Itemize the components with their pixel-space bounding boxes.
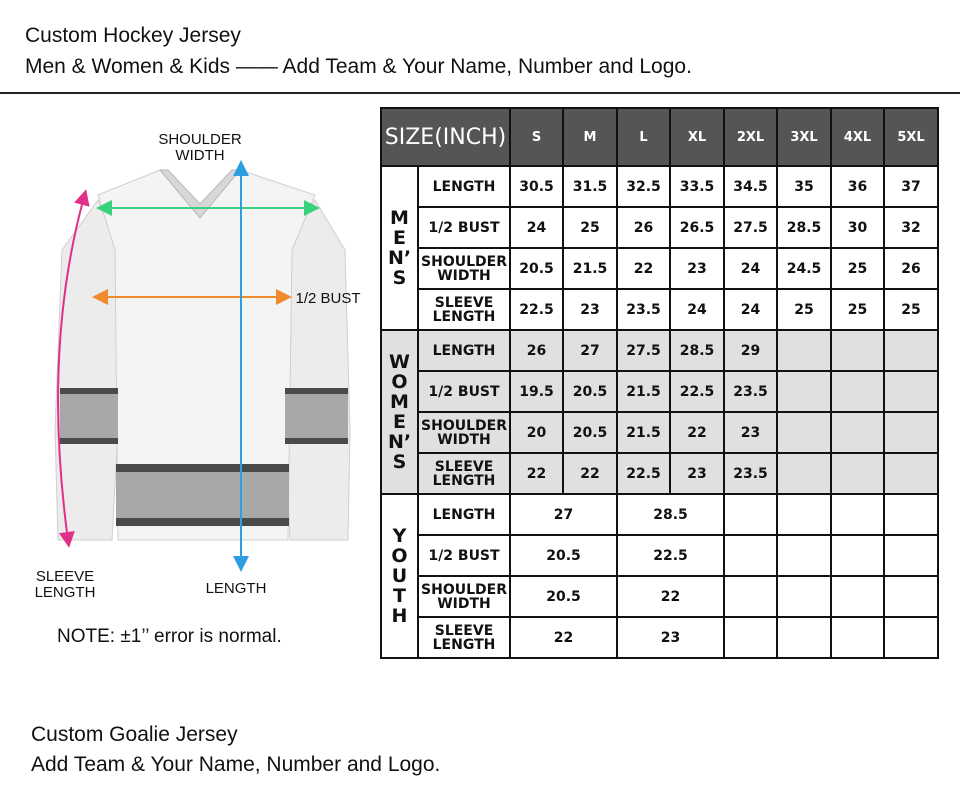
table-cell: 22.5 (617, 535, 724, 576)
table-cell: 20.5 (563, 412, 617, 453)
table-cell: 25 (884, 289, 938, 330)
size-header: S (510, 108, 563, 166)
table-cell: 22 (510, 453, 563, 494)
table-cell (777, 617, 831, 658)
table-cell: 21.5 (617, 371, 670, 412)
page-header (25, 20, 692, 82)
table-cell (831, 617, 884, 658)
row-label: 1/2 BUST (418, 535, 510, 576)
table-cell: 26 (510, 330, 563, 371)
jersey-diagram (0, 100, 375, 680)
table-cell (724, 576, 777, 617)
table-cell: 24 (670, 289, 724, 330)
table-cell (724, 617, 777, 658)
table-cell: 28.5 (670, 330, 724, 371)
table-cell: 33.5 (670, 166, 724, 207)
table-cell: 23 (563, 289, 617, 330)
size-chart-table (380, 107, 939, 659)
half-bust-label: 1/2 BUST (295, 290, 361, 307)
size-header: 2XL (724, 108, 777, 166)
row-label: SHOULDER WIDTH (418, 412, 510, 453)
table-cell: 27.5 (617, 330, 670, 371)
table-cell: 24 (510, 207, 563, 248)
table-cell: 20.5 (510, 248, 563, 289)
table-cell: 25 (831, 289, 884, 330)
table-cell: 23 (724, 412, 777, 453)
table-cell (831, 330, 884, 371)
table-cell (777, 453, 831, 494)
table-cell: 31.5 (563, 166, 617, 207)
table-cell: 32 (884, 207, 938, 248)
table-cell: 23.5 (724, 371, 777, 412)
table-cell: 30 (831, 207, 884, 248)
size-note: NOTE: ±1’’ error is normal. (57, 626, 282, 647)
table-row (381, 617, 938, 658)
table-cell (831, 412, 884, 453)
table-cell (884, 453, 938, 494)
table-cell: 32.5 (617, 166, 670, 207)
row-label: SHOULDER WIDTH (418, 576, 510, 617)
table-cell: 25 (831, 248, 884, 289)
table-cell: 27 (510, 494, 617, 535)
table-cell: 30.5 (510, 166, 563, 207)
table-cell (831, 576, 884, 617)
table-cell (777, 494, 831, 535)
table-cell: 27.5 (724, 207, 777, 248)
table-cell (831, 535, 884, 576)
table-cell (724, 494, 777, 535)
table-cell: 29 (724, 330, 777, 371)
table-cell: 25 (563, 207, 617, 248)
footer-title: Custom Goalie Jersey (31, 723, 238, 746)
table-cell (884, 371, 938, 412)
row-label: SLEEVE LENGTH (418, 617, 510, 658)
size-header: XL (670, 108, 724, 166)
size-header: M (563, 108, 617, 166)
table-row (381, 330, 938, 371)
table-cell: 28.5 (777, 207, 831, 248)
table-cell: 20.5 (510, 535, 617, 576)
table-cell: 22 (510, 617, 617, 658)
table-cell: 27 (563, 330, 617, 371)
table-cell: 22.5 (510, 289, 563, 330)
table-cell: 36 (831, 166, 884, 207)
row-label: 1/2 BUST (418, 207, 510, 248)
row-label: SLEEVE LENGTH (418, 289, 510, 330)
table-cell: 37 (884, 166, 938, 207)
table-cell: 23 (617, 617, 724, 658)
table-cell: 23.5 (617, 289, 670, 330)
table-cell: 20.5 (563, 371, 617, 412)
size-header-corner: SIZE(INCH) (381, 108, 510, 166)
table-row (381, 453, 938, 494)
right-sleeve (285, 200, 350, 540)
page-footer (31, 720, 440, 780)
size-header: L (617, 108, 670, 166)
table-row (381, 494, 938, 535)
table-row (381, 576, 938, 617)
table-cell: 20.5 (510, 576, 617, 617)
table-cell (884, 494, 938, 535)
table-cell: 19.5 (510, 371, 563, 412)
table-cell: 22 (617, 248, 670, 289)
table-cell: 23 (670, 453, 724, 494)
table-cell (884, 412, 938, 453)
table-row (381, 371, 938, 412)
table-cell: 23 (670, 248, 724, 289)
table-row (381, 207, 938, 248)
table-cell (777, 371, 831, 412)
table-cell: 21.5 (563, 248, 617, 289)
table-row (381, 166, 938, 207)
left-sleeve (55, 200, 118, 540)
table-cell: 22.5 (670, 371, 724, 412)
table-cell (884, 576, 938, 617)
row-label: SLEEVE LENGTH (418, 453, 510, 494)
table-cell: 28.5 (617, 494, 724, 535)
table-cell (724, 535, 777, 576)
table-cell (884, 330, 938, 371)
table-cell: 23.5 (724, 453, 777, 494)
row-label: LENGTH (418, 166, 510, 207)
row-label: SHOULDER WIDTH (418, 248, 510, 289)
table-row (381, 412, 938, 453)
table-cell: 25 (777, 289, 831, 330)
group-label-womens: W O M E N’ S (381, 330, 418, 494)
table-cell (831, 371, 884, 412)
size-header: 5XL (884, 108, 938, 166)
group-label-mens: M E N’ S (381, 166, 418, 330)
table-cell (831, 494, 884, 535)
size-header: 3XL (777, 108, 831, 166)
table-cell: 34.5 (724, 166, 777, 207)
length-label: LENGTH (205, 580, 267, 597)
table-cell: 24 (724, 289, 777, 330)
table-cell: 21.5 (617, 412, 670, 453)
row-label: 1/2 BUST (418, 371, 510, 412)
table-cell: 22 (670, 412, 724, 453)
table-cell: 20 (510, 412, 563, 453)
table-cell (777, 412, 831, 453)
table-row (381, 535, 938, 576)
table-cell: 26 (884, 248, 938, 289)
table-row (381, 248, 938, 289)
footer-subtitle: Add Team & Your Name, Number and Logo. (31, 753, 441, 776)
table-cell: 26.5 (670, 207, 724, 248)
shoulder-width-label: SHOULDER WIDTH (158, 131, 242, 164)
header-subtitle: Men & Women & Kids —— Add Team & Your Name, Number and Logo. (25, 55, 692, 78)
table-cell: 35 (777, 166, 831, 207)
table-cell (884, 535, 938, 576)
table-cell: 26 (617, 207, 670, 248)
group-label-youth: Y O U T H (381, 494, 418, 658)
table-cell: 24.5 (777, 248, 831, 289)
table-cell: 24 (724, 248, 777, 289)
sleeve-length-label: SLEEVE LENGTH (34, 568, 96, 601)
header-divider (0, 92, 960, 94)
table-cell (884, 617, 938, 658)
size-header: 4XL (831, 108, 884, 166)
table-cell (831, 453, 884, 494)
row-label: LENGTH (418, 494, 510, 535)
table-cell: 22 (563, 453, 617, 494)
table-cell: 22.5 (617, 453, 670, 494)
table-cell: 22 (617, 576, 724, 617)
table-cell (777, 576, 831, 617)
table-cell (777, 535, 831, 576)
table-cell (777, 330, 831, 371)
header-title: Custom Hockey Jersey (25, 24, 241, 47)
table-row (381, 289, 938, 330)
row-label: LENGTH (418, 330, 510, 371)
